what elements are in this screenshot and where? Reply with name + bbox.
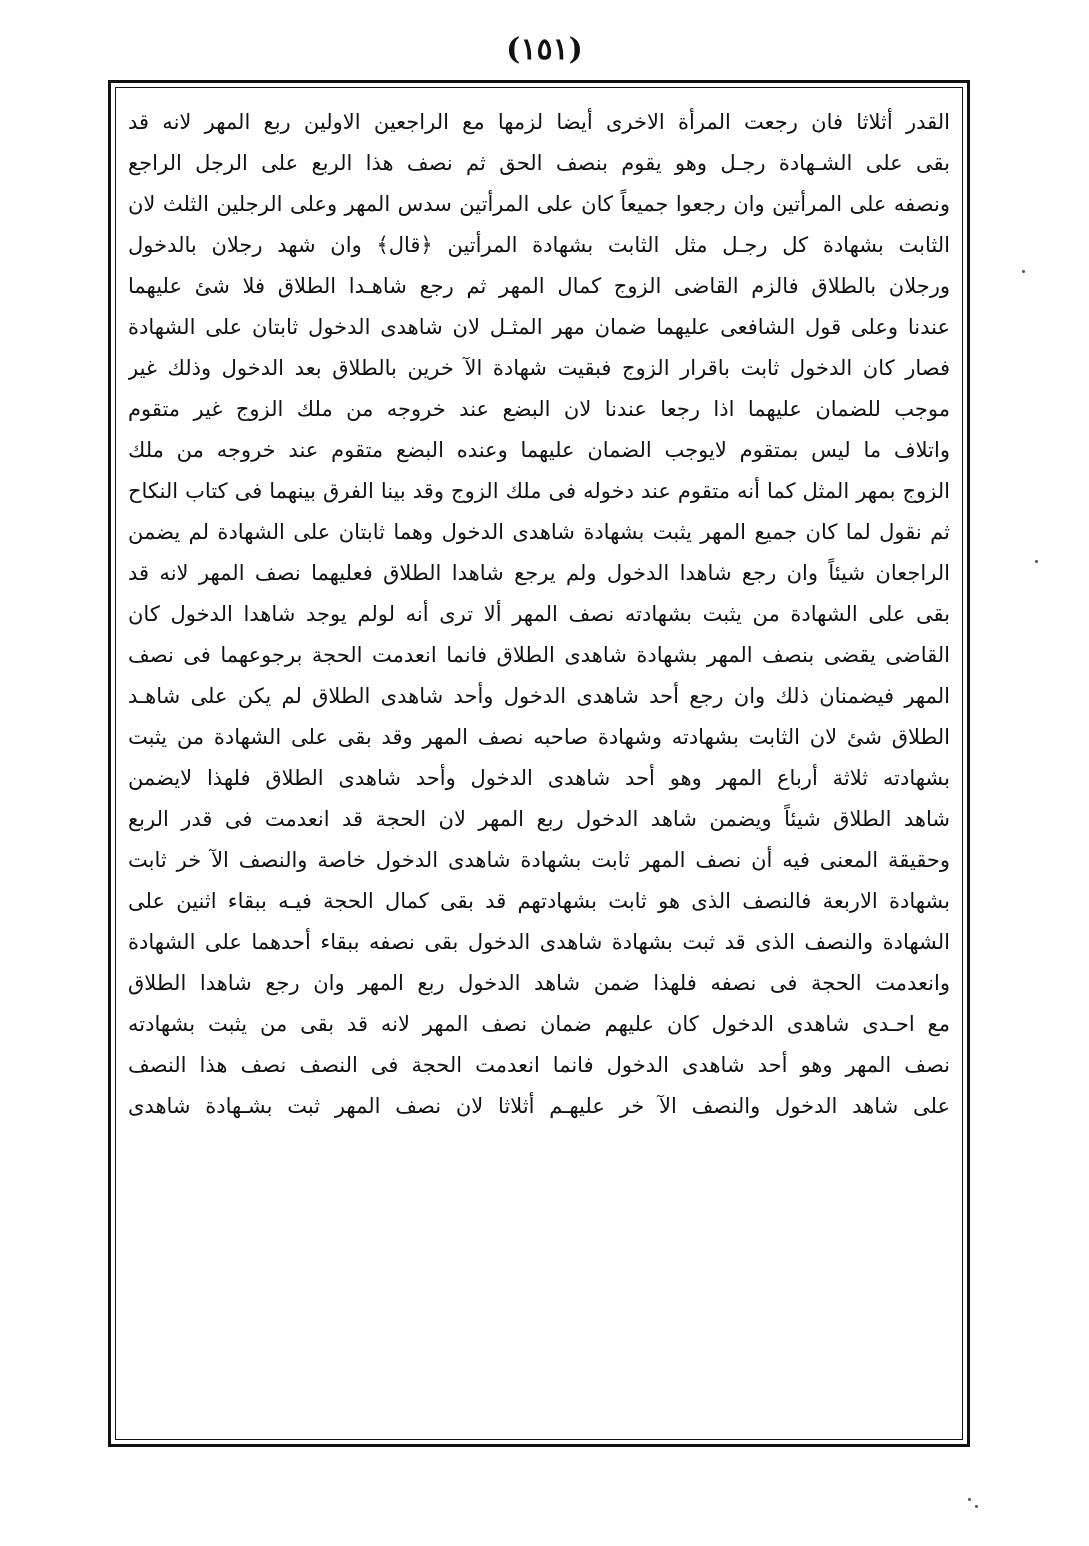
- text-line: الشهادة والنصف الذى قد ثبت بشهادة شاهدى الدخول بقى نصفه ببقاء أحدهما على الشهادة: [128, 930, 950, 954]
- text-line: المهر فيضمنان ذلك وان رجع أحد شاهدى الدخول وأحد شاهدى الطلاق لم يكن على شاهـد: [128, 684, 950, 708]
- text-line: ونصفه على المرأتين وان رجعوا جميعاً كان على المرأتين سدس المهر وعلى الرجلين الثلث لان: [128, 192, 950, 216]
- text-line: وانعدمت الحجة فى نصفه فلهذا ضمن شاهد الدخول ربع المهر وان رجع شاهدا الطلاق: [128, 971, 950, 995]
- text-line: القاضى يقضى بنصف المهر بشهادة شاهدى الطلاق فانما انعدمت الحجة برجوعهما فى نصف: [128, 643, 950, 667]
- text-line: الطلاق شئ لان الثابت بشهادته وشهادة صاحبه نصف المهر وقد بقى على الشهادة من يثبت: [128, 725, 950, 749]
- text-line: الثابت بشهادة كل رجـل مثل الثابت بشهادة المرأتين ﴿قال﴾ وان شهد رجلان بالدخول: [128, 233, 950, 257]
- text-line: بقى على الشهادة من يثبت بشهادته نصف المهر ألا ترى أنه لولم يوجد شاهدا الدخول كان: [128, 602, 950, 626]
- text-line: الراجعان شيئاً وان رجع شاهدا الدخول ولم يرجع شاهدا الطلاق فعليهما نصف المهر لانه قد: [128, 561, 950, 585]
- scan-speck: [1022, 270, 1025, 273]
- text-line: شاهد الطلاق شيئاً ويضمن شاهد الدخول ربع المهر لان الحجة قد انعدمت فى قدر الربع: [128, 807, 950, 831]
- page-frame: [108, 80, 970, 1447]
- text-line: الزوج بمهر المثل كما أنه متقوم عند دخوله فى ملك الزوج وقد بينا الفرق بينهما فى كتاب النكاح: [128, 479, 950, 503]
- text-line: بقى على الشـهادة رجـل وهو يقوم بنصف الحق ثم نصف هذا الربع على الرجل الراجع: [128, 151, 950, 175]
- text-line: وحقيقة المعنى فيه أن نصف المهر ثابت بشهادة شاهدى الدخول خاصة والنصف الآ خر ثابت: [128, 848, 950, 872]
- text-line: واتلاف ما ليس بمتقوم لايوجب الضمان عليهما وعنده البضع متقوم عند خروجه من ملك: [128, 438, 950, 462]
- body-text: [128, 102, 950, 1425]
- text-line: عندنا وعلى قول الشافعى عليهما ضمان مهر المثـل لان شاهدى الدخول ثابتان على الشهادة: [128, 315, 950, 339]
- text-line: فصار كان الدخول ثابت باقرار الزوج فبقيت شهادة الآ خرين بالطلاق بعد الدخول وذلك غير: [128, 356, 950, 380]
- scan-speck: [968, 1498, 971, 1501]
- text-line: ثم نقول لما كان جميع المهر يثبت بشهادة شاهدى الدخول وهما ثابتان على الشهادة لم يضمن: [128, 520, 950, 544]
- text-line: نصف المهر وهو أحد شاهدى الدخول فانما انعدمت الحجة فى النصف نصف هذا النصف: [128, 1053, 950, 1077]
- text-line: على شاهد الدخول والنصف الآ خر عليهـم أثلاثا لان نصف المهر ثبت بشـهادة شاهدى: [128, 1094, 950, 1118]
- page-frame-inner: [115, 87, 963, 1440]
- text-line: القدر أثلاثا فان رجعت المرأة الاخرى أيضا لزمها مع الراجعين الاولين ربع المهر لانه قد: [128, 110, 950, 134]
- text-line: بشهادته ثلاثة أرباع المهر وهو أحد شاهدى الدخول وأحد شاهدى الطلاق فلهذا لايضمن: [128, 766, 950, 790]
- scan-speck: [975, 1505, 978, 1508]
- text-line: ورجلان بالطلاق فالزم القاضى الزوج كمال المهر ثم رجع شاهـدا الطلاق فلا شئ عليهما: [128, 274, 950, 298]
- text-line: بشهادة الاربعة فالنصف الذى هو ثابت بشهادتهم قد بقى كمال الحجة فيـه ببقاء اثنين على: [128, 889, 950, 913]
- scan-speck: [1035, 560, 1038, 563]
- page-number: (١٥١): [506, 32, 583, 67]
- text-line: موجب للضمان عليهما اذا رجعا عندنا لان البضع عند خروجه من ملك الزوج غير متقوم: [128, 397, 950, 421]
- text-line: مع احـدى شاهدى الدخول كان عليهم ضمان نصف المهر لانه قد بقى من يثبت بشهادته: [128, 1012, 950, 1036]
